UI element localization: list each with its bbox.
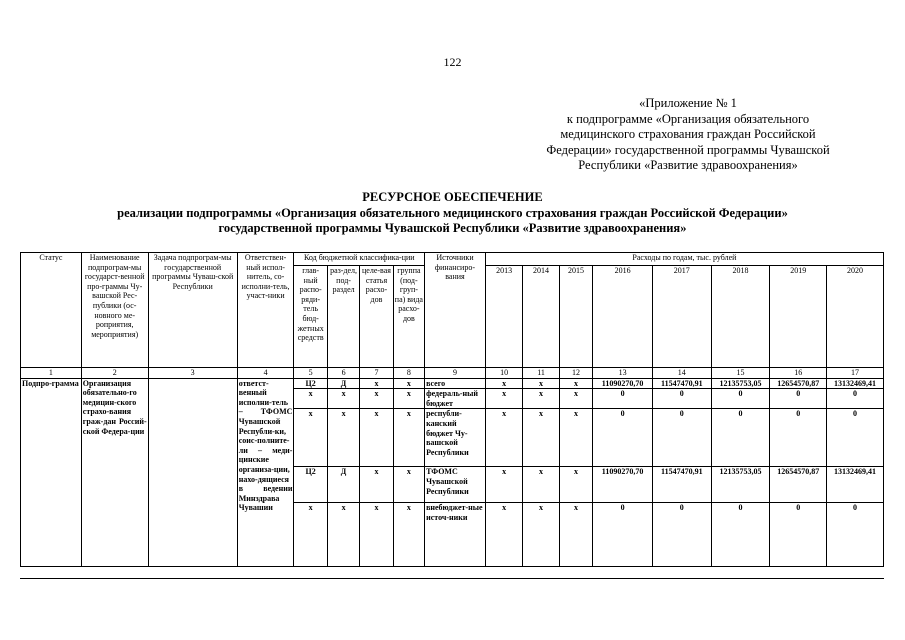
cell-value: x (559, 467, 592, 503)
column-number: 6 (327, 368, 359, 379)
cell-target-item: x (360, 409, 393, 467)
column-number: 14 (652, 368, 711, 379)
cell-expense-group: x (393, 389, 424, 409)
cell-value: x (485, 378, 522, 389)
appendix-line: медицинского страхования граждан Российской (560, 127, 816, 141)
header-year: 2015 (559, 266, 592, 368)
cell-target-item: x (360, 389, 393, 409)
cell-expense-group: x (393, 503, 424, 567)
cell-value: x (523, 503, 559, 567)
cell-source: республи-канский бюджет Чу-вашской Республики (425, 409, 486, 467)
cell-section: x (327, 503, 359, 567)
header-year: 2013 (485, 266, 522, 368)
cell-value: x (485, 467, 522, 503)
cell-value: 12135753,05 (711, 378, 770, 389)
column-number: 9 (425, 368, 486, 379)
header-status: Статус (21, 253, 82, 368)
cell-value: 0 (711, 503, 770, 567)
cell-value: x (485, 503, 522, 567)
cell-chief-manager: Ц2 (294, 467, 327, 503)
title-line-3: государственной программы Чувашской Республики «Развитие здравоохранения» (218, 221, 687, 235)
cell-source: федераль-ный бюджет (425, 389, 486, 409)
cell-value: 11547470,91 (652, 467, 711, 503)
cell-value: x (523, 389, 559, 409)
cell-value: x (559, 389, 592, 409)
cell-value: 0 (652, 389, 711, 409)
column-number: 2 (81, 368, 148, 379)
header-name: Наименование подпрограм-мы государст-венной про-граммы Чу-вашской Рес-публики (ос-новного ме-роприятия, мероприятия) (81, 253, 148, 368)
cell-value: 12654570,87 (770, 378, 827, 389)
column-number: 8 (393, 368, 424, 379)
header-sources: Источники финансиро-вания (425, 253, 486, 368)
column-number: 13 (593, 368, 653, 379)
cell-value: x (559, 378, 592, 389)
cell-value: 13132469,41 (827, 467, 884, 503)
cell-target-item: x (360, 378, 393, 389)
header-year: 2016 (593, 266, 653, 368)
cell-value: 0 (593, 409, 653, 467)
cell-chief-manager: x (294, 503, 327, 567)
column-number: 7 (360, 368, 393, 379)
cell-value: 0 (593, 389, 653, 409)
column-number: 17 (827, 368, 884, 379)
cell-expense-group: x (393, 467, 424, 503)
column-number: 16 (770, 368, 827, 379)
cell-value: 0 (770, 409, 827, 467)
header-task: Задача подпрограм-мы государственной программы Чуваш-ской Республики (148, 253, 237, 368)
cell-section: x (327, 389, 359, 409)
cell-value: x (523, 467, 559, 503)
header-chief-manager: глав-ный распо-ряди-тель бюд-жетных средств (294, 266, 327, 368)
cell-value: 11090270,70 (593, 378, 653, 389)
column-number: 12 (559, 368, 592, 379)
cell-source: всего (425, 378, 486, 389)
table-row (21, 378, 884, 389)
header-year: 2017 (652, 266, 711, 368)
cell-value: x (485, 389, 522, 409)
cell-chief-manager: x (294, 389, 327, 409)
header-responsible: Ответствен-ный испол-нитель, со-исполни-тель, участ-ники (237, 253, 294, 368)
row-name: Организация обязательно-го медицин-ского страхо-вания граж-дан Россий-ской Федера-ции (81, 378, 148, 567)
cell-value: 12654570,87 (770, 467, 827, 503)
cell-value: 12135753,05 (711, 467, 770, 503)
title-line-2: реализации подпрограммы «Организация обязательного медицинского страхования граждан Российской Федерации» (117, 205, 788, 220)
cell-value: 13132469,41 (827, 378, 884, 389)
cell-value: 0 (827, 503, 884, 567)
cell-value: x (485, 409, 522, 467)
column-number: 4 (237, 368, 294, 379)
page-number: 122 (443, 55, 462, 69)
row-responsible: ответст-венный исполни-тель – ТФОМС Чувашской Республи-ки, соис-полните-ли – меди-цинские организа-ции, нахо-дящиеся в ведении Минздрава Чувашии (237, 378, 294, 567)
appendix-line: «Приложение № 1 (639, 96, 737, 110)
cell-expense-group: x (393, 409, 424, 467)
cell-value: x (523, 378, 559, 389)
cell-value: 0 (827, 409, 884, 467)
cell-target-item: x (360, 467, 393, 503)
cell-value: 0 (652, 503, 711, 567)
cell-source: внебюджет-ные источ-ники (425, 503, 486, 567)
cell-value: 0 (770, 503, 827, 567)
cell-value: 0 (711, 389, 770, 409)
cell-value: 0 (652, 409, 711, 467)
column-number: 1 (21, 368, 82, 379)
row-status: Подпро-грамма (21, 378, 82, 567)
title-line-1: РЕСУРСНОЕ ОБЕСПЕЧЕНИЕ (362, 190, 543, 204)
cell-value: 0 (711, 409, 770, 467)
column-number: 15 (711, 368, 770, 379)
appendix-line: Республики «Развитие здравоохранения» (578, 158, 798, 172)
cell-expense-group: x (393, 378, 424, 389)
cell-value: x (559, 503, 592, 567)
cell-value: 11090270,70 (593, 467, 653, 503)
cell-section: Д (327, 378, 359, 389)
column-number: 3 (148, 368, 237, 379)
resource-table (20, 252, 884, 567)
header-year: 2019 (770, 266, 827, 368)
cell-target-item: x (360, 503, 393, 567)
cell-source: ТФОМС Чувашской Республики (425, 467, 486, 503)
cell-value: 0 (827, 389, 884, 409)
cell-chief-manager: x (294, 409, 327, 467)
document-title (0, 190, 905, 237)
header-year: 2018 (711, 266, 770, 368)
header-budget-code: Код бюджетной классифика-ции (294, 253, 425, 266)
header-year: 2014 (523, 266, 559, 368)
cell-section: Д (327, 467, 359, 503)
column-number: 10 (485, 368, 522, 379)
header-expenses: Расходы по годам, тыс. рублей (485, 253, 883, 266)
cell-value: 0 (593, 503, 653, 567)
cell-chief-manager: Ц2 (294, 378, 327, 389)
header-year: 2020 (827, 266, 884, 368)
header-target-item: целе-вая статья расхо-дов (360, 266, 393, 368)
row-task (148, 378, 237, 567)
bottom-divider (20, 578, 884, 579)
header-expense-group: группа (под-груп-па) вида расхо-дов (393, 266, 424, 368)
appendix-line: Федерации» государственной программы Чувашской (546, 142, 830, 157)
cell-section: x (327, 409, 359, 467)
cell-value: x (523, 409, 559, 467)
column-number: 11 (523, 368, 559, 379)
appendix-line: к подпрограмме «Организация обязательного (566, 111, 810, 126)
cell-value: 11547470,91 (652, 378, 711, 389)
appendix-block (528, 96, 848, 174)
cell-value: 0 (770, 389, 827, 409)
cell-value: x (559, 409, 592, 467)
column-number: 5 (294, 368, 327, 379)
header-section: раз-дел, под-раздел (327, 266, 359, 368)
